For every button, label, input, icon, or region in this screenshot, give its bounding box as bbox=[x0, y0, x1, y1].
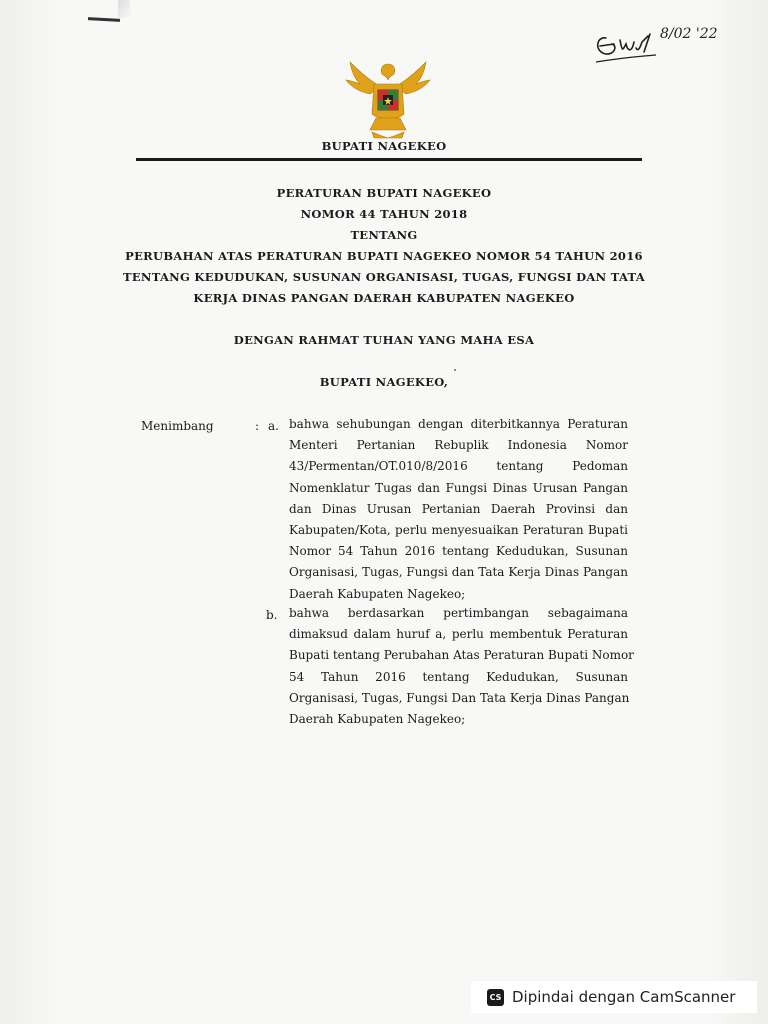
consideration-b-line: dimaksud dalam huruf a, perlu membentuk Peraturan bbox=[289, 627, 628, 642]
office-title: BUPATI NAGEKEO bbox=[321, 139, 447, 153]
camscanner-text: Dipindai dengan CamScanner bbox=[512, 988, 736, 1006]
consideration-a bbox=[289, 414, 628, 605]
regulation-subject-line-2: TENTANG KEDUDUKAN, SUSUNAN ORGANISASI, TUGAS, FUNGSI DAN TATA bbox=[123, 270, 645, 284]
consideration-b-line: Daerah Kabupaten Nagekeo; bbox=[289, 712, 466, 727]
regulation-number: NOMOR 44 TAHUN 2018 bbox=[300, 207, 468, 221]
regulation-subject-line-1: PERUBAHAN ATAS PERATURAN BUPATI NAGEKEO NOMOR 54 TAHUN 2016 bbox=[125, 249, 643, 263]
item-letter-b: b. bbox=[266, 608, 278, 622]
scan-speck bbox=[454, 369, 456, 371]
consideration-b-line: Bupati tentang Perubahan Atas Peraturan Bupati Nomor bbox=[289, 648, 634, 663]
regulation-tentang: TENTANG bbox=[350, 228, 418, 242]
menimbang-label: Menimbang bbox=[141, 419, 214, 433]
invocation: DENGAN RAHMAT TUHAN YANG MAHA ESA bbox=[233, 333, 535, 347]
signature-date: 8/02 '22 bbox=[660, 26, 718, 42]
issuer: BUPATI NAGEKEO, bbox=[319, 375, 449, 389]
consideration-a-line: bahwa sehubungan dengan diterbitkannya Peraturan bbox=[289, 417, 628, 431]
consideration-b bbox=[289, 603, 634, 730]
paper-fold bbox=[118, 0, 130, 18]
consideration-a-line: Daerah Kabupaten Nagekeo; bbox=[289, 586, 466, 601]
consideration-a-line: Nomor 54 Tahun 2016 tentang Kedudukan, Susunan bbox=[289, 544, 628, 559]
menimbang-colon: : bbox=[255, 419, 260, 433]
item-letter-a: a. bbox=[268, 419, 279, 433]
consideration-b-line: Organisasi, Tugas, Fungsi Dan Tata Kerja Dinas Pangan bbox=[289, 690, 630, 705]
consideration-a-line: Organisasi, Tugas, Fungsi dan Tata Kerja Dinas Pangan bbox=[289, 565, 628, 580]
consideration-a-line: Menteri Pertanian Rebuplik Indonesia Nomor bbox=[289, 438, 628, 453]
consideration-a-line: dan Dinas Urusan Pertanian Daerah Provinsi dan bbox=[289, 501, 628, 516]
header-divider bbox=[136, 158, 642, 161]
consideration-b-line: bahwa berdasarkan pertimbangan sebagaimana bbox=[289, 606, 628, 620]
garuda-emblem-icon bbox=[342, 58, 434, 140]
regulation-subject-line-3: KERJA DINAS PANGAN DAERAH KABUPATEN NAGEKEO bbox=[193, 291, 575, 305]
camscanner-watermark bbox=[471, 981, 757, 1013]
consideration-a-line: 43/Permentan/OT.010/8/2016 tentang Pedoman bbox=[289, 459, 628, 474]
consideration-b-line: 54 Tahun 2016 tentang Kedudukan, Susunan bbox=[289, 669, 628, 684]
camscanner-logo-icon: CS bbox=[487, 989, 504, 1006]
consideration-a-line: Nomenklatur Tugas dan Fungsi Dinas Urusan Pangan bbox=[289, 480, 628, 495]
regulation-title: PERATURAN BUPATI NAGEKEO bbox=[276, 186, 492, 200]
consideration-a-line: Kabupaten/Kota, perlu menyesuaikan Peraturan Bupati bbox=[289, 523, 628, 538]
